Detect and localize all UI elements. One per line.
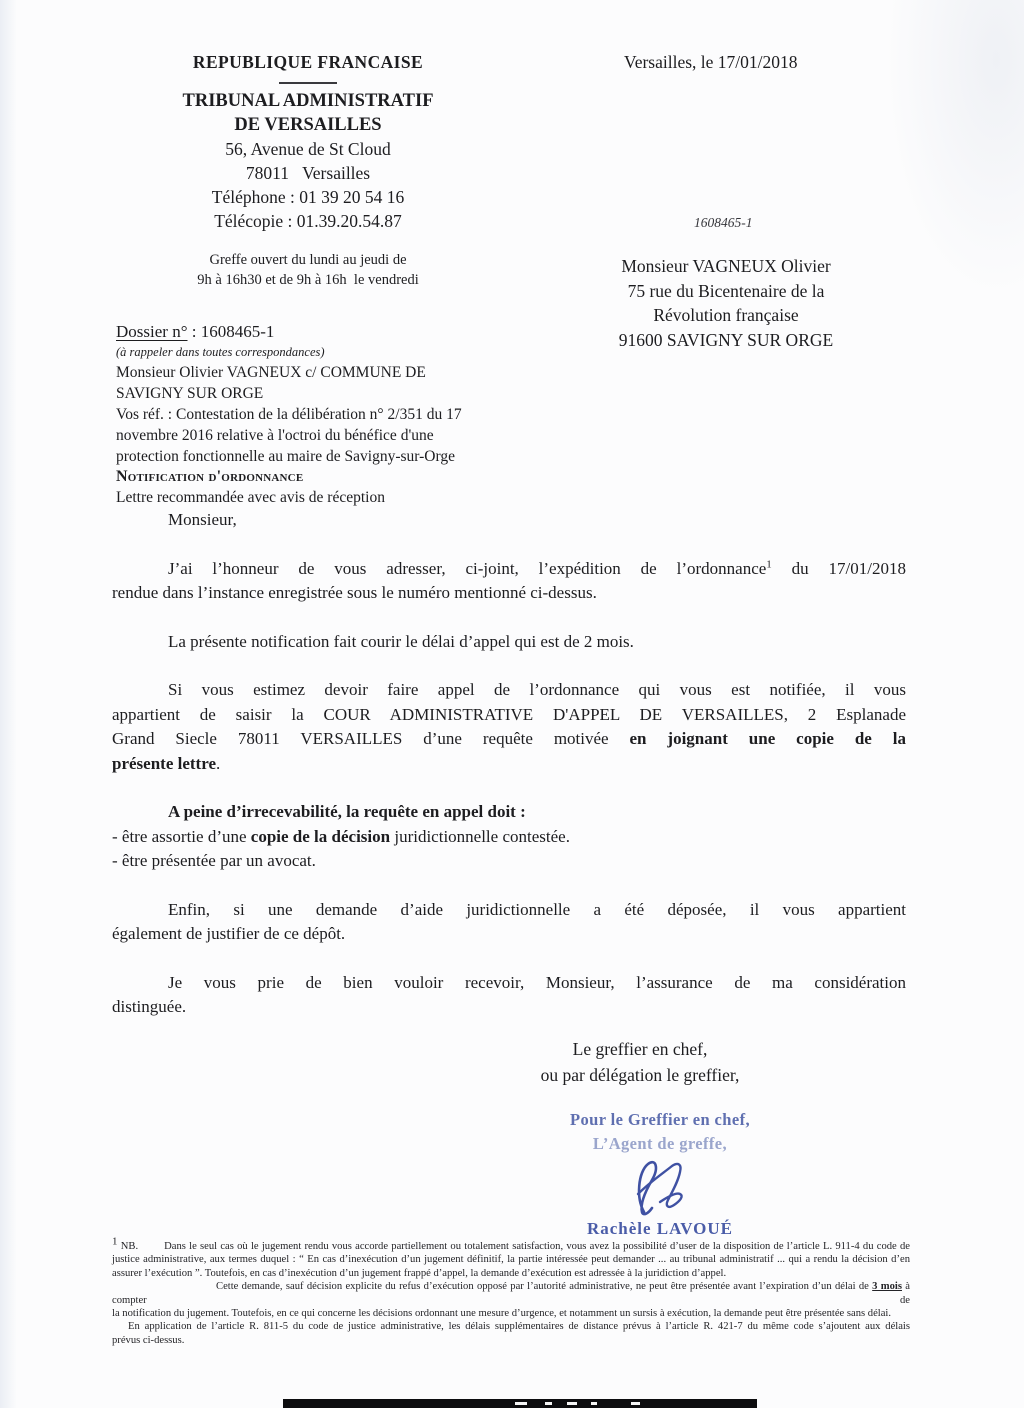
your-ref-line1: Vos réf. : Contestation de la délibération n° 2/351 du 17 [116, 406, 462, 423]
paragraph-2-line1: La présente notification fait courir le délai d’appel qui est de 2 mois. [168, 631, 634, 651]
footnote-line6: En application de l’article R. 811-5 du code de justice administrative, les délais supplémentaires de distance prévus à l’article R. 421-7 du même code s’ajoutent aux délais [128, 1321, 910, 1333]
paragraph-6-line1: Je vous prie de bien vouloir recevoir, Monsieur, l’assurance de ma considération [168, 972, 906, 992]
dossier-block [116, 320, 556, 508]
stamp-line1: Pour le Greffier en chef, [570, 1110, 750, 1129]
paragraph-4 [112, 800, 906, 874]
paragraph-3-line4 [112, 752, 906, 777]
notification-title: Notification d'ordonnance [116, 468, 304, 485]
footnote-marker: 1 [112, 1235, 118, 1248]
salutation: Monsieur, [168, 510, 237, 529]
signature-role-line1: Le greffier en chef, [572, 1039, 708, 1059]
your-ref-line2: novembre 2016 relative à l'octroi du bénéfice d'une [116, 427, 434, 444]
footnote-text-1: Dans le seul cas où le jugement rendu vous accorde partiellement ou totalement satisfaction, vous avez la possibilité d’user de la disposition de l’article L. 911-4 du code de [164, 1241, 910, 1252]
court-name-line1: TRIBUNAL ADMINISTRATIF [182, 91, 434, 111]
court-hours [88, 250, 528, 290]
appeal-requirement-2: - être présentée par un avocat. [112, 851, 316, 870]
footnote-line1 [112, 1235, 910, 1253]
letterhead [88, 52, 528, 290]
dossier-note: (à rappeler dans toutes correspondances) [116, 345, 325, 359]
signature-role [470, 1036, 810, 1088]
footnote-text-4-end: à compter de [112, 1281, 911, 1306]
paragraph-1-date: du 17/01/2018 [771, 558, 906, 578]
requirement-1-end: juridictionnelle contestée. [390, 826, 570, 846]
paragraph-3-bold: en joignant une copie de la [629, 729, 906, 748]
paragraph-3 [112, 678, 906, 776]
delivery-method: Lettre recommandée avec avis de réception [116, 489, 385, 506]
scan-artifact-dash [515, 1402, 527, 1405]
paragraph-3-line2: appartient de saisir la COUR ADMINISTRATIVE D'APPEL DE VERSAILLES, 2 Esplanade [112, 704, 906, 724]
court-hours-line1: Greffe ouvert du lundi au jeudi de [209, 252, 407, 268]
parties-line1: Monsieur Olivier VAGNEUX c/ COMMUNE DE [116, 364, 426, 381]
paragraph-2 [112, 630, 906, 655]
court-phone: Téléphone : 01 39 20 54 16 [211, 187, 405, 207]
scan-artifact-dash [567, 1402, 577, 1405]
scan-artifact-dash [591, 1402, 597, 1405]
recipient-city: 91600 SAVIGNY SUR ORGE [618, 329, 834, 350]
paragraph-6-line2: distinguée. [112, 997, 187, 1016]
stamp-line2: L’Agent de greffe, [592, 1134, 728, 1153]
paragraph-1-text: J’ai l’honneur de vous adresser, ci-joint, l’expédition de l’ordonnance [168, 558, 767, 578]
recipient-street1: 75 rue du Bicentenaire de la [627, 280, 825, 301]
footnote-reference: 1 [766, 557, 772, 570]
footnote-line5: la notification du jugement. Toutefois, en ce qui concerne les décisions ordonnant une mesure d’urgence, et notamment un sursis à exécution, la demande peut être présentée sans délai. [112, 1308, 892, 1320]
paragraph-5-line2: également de justifier de ce dépôt. [112, 924, 346, 943]
dossier-number-line [116, 320, 556, 343]
footnote-3-months: 3 mois [872, 1281, 902, 1293]
requirement-1-bold: copie de la décision [250, 826, 391, 846]
paragraph-1-line2: rendue dans l’instance enregistrée sous le numéro mentionné ci-dessus. [112, 583, 597, 602]
paragraph-5-line1: Enfin, si une demande d’aide juridictionnelle a été déposée, il vous appartient [168, 899, 906, 919]
your-ref-line3: protection fonctionnelle au maire de Savigny-sur-Orge [116, 448, 456, 465]
dateline: Versailles, le 17/01/2018 [624, 52, 798, 72]
paragraph-3-text: Grand Siecle 78011 VERSAILLES d’une requête motivée [112, 729, 630, 748]
recipient-address [548, 254, 904, 352]
scan-edge-artifact [283, 1399, 757, 1408]
appeal-requirements-heading: A peine d’irrecevabilité, la requête en appel doit : [168, 802, 526, 821]
paragraph-3-line1: Si vous estimez devoir faire appel de l’ordonnance qui vous est notifiée, il vous [168, 680, 906, 699]
paragraph-1-line1 [112, 557, 906, 582]
footnote-line3: assurer l’exécution ”. Toutefois, en cas d’inexécution d’un jugement frappé d’appel, la demande d’exécution est adressée à la juridiction d’appel. [112, 1267, 727, 1279]
recipient-name: Monsieur VAGNEUX Olivier [621, 256, 831, 276]
court-fax: Télécopie : 01.39.20.54.87 [214, 211, 402, 231]
handwritten-signature [614, 1156, 706, 1218]
paragraph-3-bold-end: présente lettre [112, 753, 216, 773]
dossier-label: Dossier n° [116, 322, 188, 341]
court-hours-line2: 9h à 16h30 et de 9h à 16h le vendredi [197, 272, 419, 288]
greffe-stamp [505, 1108, 815, 1240]
scan-artifact-dash [545, 1402, 552, 1405]
paragraph-5 [112, 898, 906, 947]
scan-artifact-dash [631, 1402, 640, 1405]
court-name-line2: DE VERSAILLES [234, 115, 382, 135]
footnote [112, 1235, 911, 1347]
footnote-nb-label: NB. [120, 1241, 139, 1252]
appeal-requirement-1 [112, 825, 906, 850]
paragraph-1 [112, 557, 906, 606]
paragraph-6 [112, 971, 906, 1020]
requirement-1-text: - être assortie d’une [112, 826, 251, 846]
dossier-number: : 1608465-1 [187, 322, 275, 341]
paragraph-3-period: . [216, 753, 221, 773]
paragraph-3-line3 [112, 727, 906, 752]
republic-title: REPUBLIQUE FRANCAISE [192, 52, 424, 72]
footnote-line7: prévus ci-dessus. [112, 1334, 185, 1346]
case-number-stamp: 1608465-1 [694, 215, 753, 230]
recipient-street2: Révolution française [653, 305, 799, 325]
letter-body [112, 508, 906, 1020]
parties-line2: SAVIGNY SUR ORGE [116, 385, 264, 402]
letterhead-divider [279, 82, 337, 84]
footnote-line2: justice administrative, aux termes duquel : “ En cas d’inexécution d’un jugement définitif, la partie intéressée peut demander ... au tribunal administratif ... qui a rendu la décision d’en [112, 1254, 910, 1266]
stamp-signatory-name: Rachèle LAVOUÉ [586, 1219, 734, 1238]
court-city: 78011 Versailles [245, 163, 371, 183]
court-street: 56, Avenue de St Cloud [225, 139, 391, 159]
footnote-line4 [112, 1280, 910, 1307]
signature-role-line2: ou par délégation le greffier, [540, 1065, 740, 1085]
footnote-text-4: Cette demande, sauf décision explicite du refus d’exécution opposé par l’autorité administrative, ne peut être présentée avant l’expiration d’un délai de [216, 1281, 873, 1293]
